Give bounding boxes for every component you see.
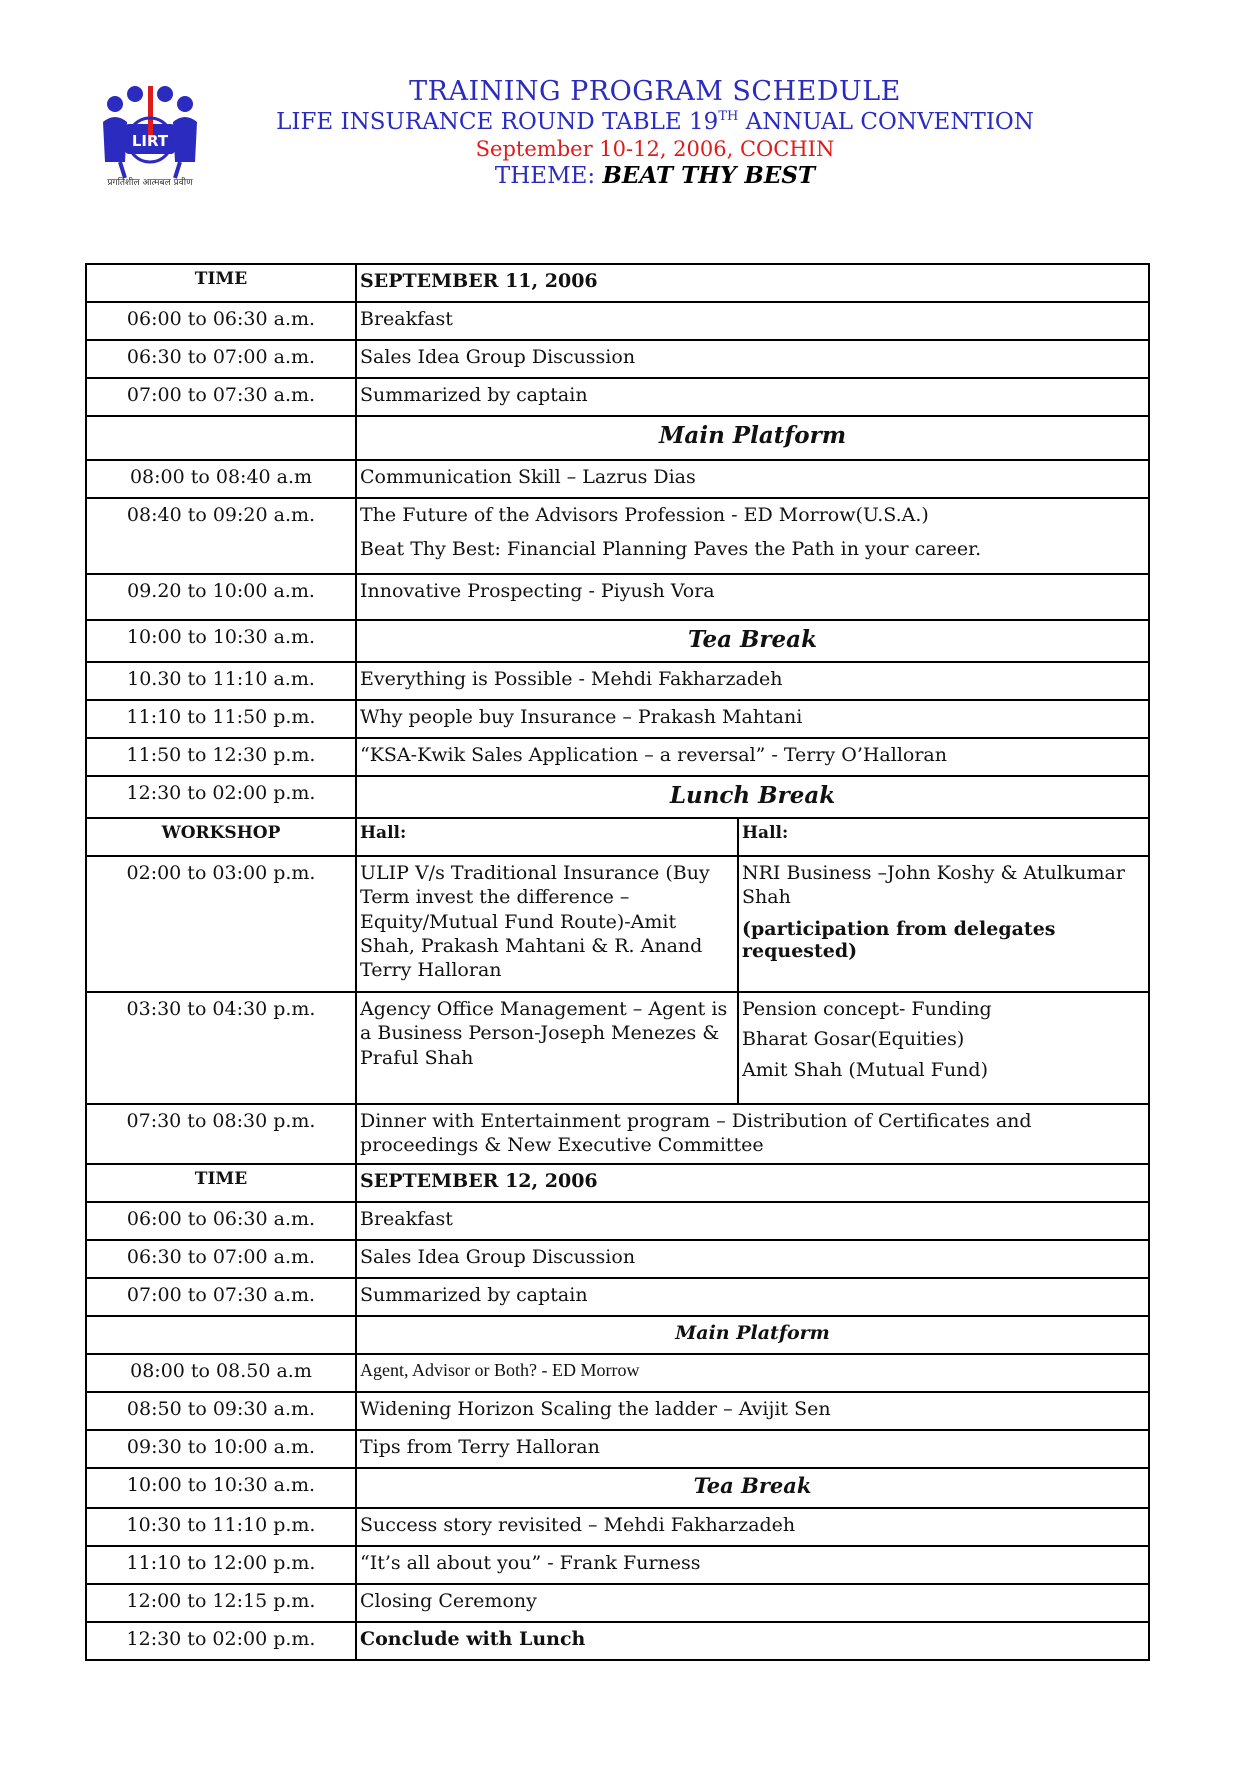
event-cell: Conclude with Lunch bbox=[356, 1622, 1149, 1660]
logo-letters: LIRT bbox=[131, 132, 169, 150]
workshop-label: WORKSHOP bbox=[86, 818, 356, 856]
table-row bbox=[86, 1104, 1149, 1164]
hall-label: Hall: bbox=[738, 818, 1149, 856]
section-heading: Main Platform bbox=[356, 1316, 1149, 1354]
time-cell: 09.20 to 10:00 a.m. bbox=[86, 574, 356, 620]
break-heading: Tea Break bbox=[356, 1468, 1149, 1508]
table-row bbox=[86, 1622, 1149, 1660]
workshop-session: Pension concept- Funding Bharat Gosar(Equities) Amit Shah (Mutual Fund) bbox=[738, 992, 1149, 1104]
time-cell: 10:00 to 10:30 a.m. bbox=[86, 620, 356, 662]
table-row bbox=[86, 1430, 1149, 1468]
table-row bbox=[86, 700, 1149, 738]
event-cell: Agent, Advisor or Both? - ED Morrow bbox=[356, 1354, 1149, 1392]
event-cell: Dinner with Entertainment program – Distribution of Certificates and proceedings & New Executive Committee bbox=[356, 1104, 1149, 1164]
time-cell: 06:00 to 06:30 a.m. bbox=[86, 1202, 356, 1240]
table-row bbox=[86, 1468, 1149, 1508]
time-cell: 12:00 to 12:15 p.m. bbox=[86, 1584, 356, 1622]
table-row bbox=[86, 378, 1149, 416]
time-cell: 12:30 to 02:00 p.m. bbox=[86, 1622, 356, 1660]
date-header: SEPTEMBER 12, 2006 bbox=[356, 1164, 1149, 1202]
event-cell: Tips from Terry Halloran bbox=[356, 1430, 1149, 1468]
event-cell: Success story revisited – Mehdi Fakharzadeh bbox=[356, 1508, 1149, 1546]
time-cell: 08:00 to 08.50 a.m bbox=[86, 1354, 356, 1392]
time-cell: 08:40 to 09:20 a.m. bbox=[86, 498, 356, 574]
time-cell: 11:10 to 11:50 p.m. bbox=[86, 700, 356, 738]
event-cell: Why people buy Insurance – Prakash Mahtani bbox=[356, 700, 1149, 738]
time-cell: 12:30 to 02:00 p.m. bbox=[86, 776, 356, 818]
time-cell: 06:30 to 07:00 a.m. bbox=[86, 340, 356, 378]
convention-title: LIFE INSURANCE ROUND TABLE 19TH ANNUAL CONVENTION bbox=[276, 109, 1034, 136]
time-cell: 02:00 to 03:00 p.m. bbox=[86, 856, 356, 992]
event-cell: Closing Ceremony bbox=[356, 1584, 1149, 1622]
empty-cell bbox=[86, 416, 356, 460]
event-cell: Summarized by captain bbox=[356, 378, 1149, 416]
time-cell: 07:30 to 08:30 p.m. bbox=[86, 1104, 356, 1164]
table-row bbox=[86, 460, 1149, 498]
table-row bbox=[86, 340, 1149, 378]
table-row bbox=[86, 1354, 1149, 1392]
table-row bbox=[86, 302, 1149, 340]
time-header: TIME bbox=[86, 264, 356, 302]
time-cell: 10.30 to 11:10 a.m. bbox=[86, 662, 356, 700]
date-header: SEPTEMBER 11, 2006 bbox=[356, 264, 1149, 302]
time-cell: 09:30 to 10:00 a.m. bbox=[86, 1430, 356, 1468]
schedule-table bbox=[85, 263, 1150, 1661]
event-cell: Breakfast bbox=[356, 302, 1149, 340]
time-cell: 06:00 to 06:30 a.m. bbox=[86, 302, 356, 340]
table-row bbox=[86, 1584, 1149, 1622]
time-header: TIME bbox=[86, 1164, 356, 1202]
table-row bbox=[86, 856, 1149, 992]
section-heading: Main Platform bbox=[356, 416, 1149, 460]
time-cell: 03:30 to 04:30 p.m. bbox=[86, 992, 356, 1104]
event-cell: Innovative Prospecting - Piyush Vora bbox=[356, 574, 1149, 620]
table-row bbox=[86, 1546, 1149, 1584]
time-cell: 11:50 to 12:30 p.m. bbox=[86, 738, 356, 776]
table-row bbox=[86, 992, 1149, 1104]
table-row bbox=[86, 738, 1149, 776]
break-heading: Lunch Break bbox=[356, 776, 1149, 818]
workshop-session: Agency Office Management – Agent is a Business Person-Joseph Menezes & Praful Shah bbox=[356, 992, 738, 1104]
time-cell: 07:00 to 07:30 a.m. bbox=[86, 378, 356, 416]
empty-cell bbox=[86, 1316, 356, 1354]
event-cell: Breakfast bbox=[356, 1202, 1149, 1240]
table-row bbox=[86, 574, 1149, 620]
time-cell: 11:10 to 12:00 p.m. bbox=[86, 1546, 356, 1584]
time-cell: 08:00 to 08:40 a.m bbox=[86, 460, 356, 498]
table-row bbox=[86, 1202, 1149, 1240]
event-cell: Sales Idea Group Discussion bbox=[356, 1240, 1149, 1278]
convention-theme: THEME: BEAT THY BEST bbox=[494, 161, 816, 189]
event-cell: “It’s all about you” - Frank Furness bbox=[356, 1546, 1149, 1584]
hall-label: Hall: bbox=[356, 818, 738, 856]
document-header bbox=[180, 76, 1130, 189]
time-cell: 10:00 to 10:30 a.m. bbox=[86, 1468, 356, 1508]
event-cell: Communication Skill – Lazrus Dias bbox=[356, 460, 1149, 498]
table-row bbox=[86, 776, 1149, 818]
time-cell: 06:30 to 07:00 a.m. bbox=[86, 1240, 356, 1278]
table-row bbox=[86, 1508, 1149, 1546]
event-cell: Everything is Possible - Mehdi Fakharzadeh bbox=[356, 662, 1149, 700]
table-row bbox=[86, 1316, 1149, 1354]
logo-caption: प्रगतिशील आत्मबल प्रवीण bbox=[107, 178, 193, 188]
table-row bbox=[86, 416, 1149, 460]
table-row bbox=[86, 1240, 1149, 1278]
convention-dates: September 10-12, 2006, COCHIN bbox=[475, 137, 835, 162]
table-row bbox=[86, 818, 1149, 856]
table-row bbox=[86, 1278, 1149, 1316]
time-cell: 08:50 to 09:30 a.m. bbox=[86, 1392, 356, 1430]
workshop-session: NRI Business –John Koshy & Atulkumar Shah (participation from delegates requested) bbox=[738, 856, 1149, 992]
table-row bbox=[86, 662, 1149, 700]
time-cell: 10:30 to 11:10 p.m. bbox=[86, 1508, 356, 1546]
event-cell: Summarized by captain bbox=[356, 1278, 1149, 1316]
table-row bbox=[86, 264, 1149, 302]
page-title: TRAINING PROGRAM SCHEDULE bbox=[409, 76, 901, 107]
event-cell: Sales Idea Group Discussion bbox=[356, 340, 1149, 378]
event-cell: Widening Horizon Scaling the ladder – Avijit Sen bbox=[356, 1392, 1149, 1430]
table-row bbox=[86, 620, 1149, 662]
event-cell: The Future of the Advisors Profession - ED Morrow(U.S.A.) Beat Thy Best: Financial Planning Paves the Path in your career. bbox=[356, 498, 1149, 574]
workshop-session: ULIP V/s Traditional Insurance (Buy Term invest the difference – Equity/Mutual Fund Route)-Amit Shah, Prakash Mahtani & R. Anand Terry Halloran bbox=[356, 856, 738, 992]
break-heading: Tea Break bbox=[356, 620, 1149, 662]
table-row bbox=[86, 1392, 1149, 1430]
event-cell: “KSA-Kwik Sales Application – a reversal” - Terry O’Halloran bbox=[356, 738, 1149, 776]
table-row bbox=[86, 1164, 1149, 1202]
table-row bbox=[86, 498, 1149, 574]
time-cell: 07:00 to 07:30 a.m. bbox=[86, 1278, 356, 1316]
